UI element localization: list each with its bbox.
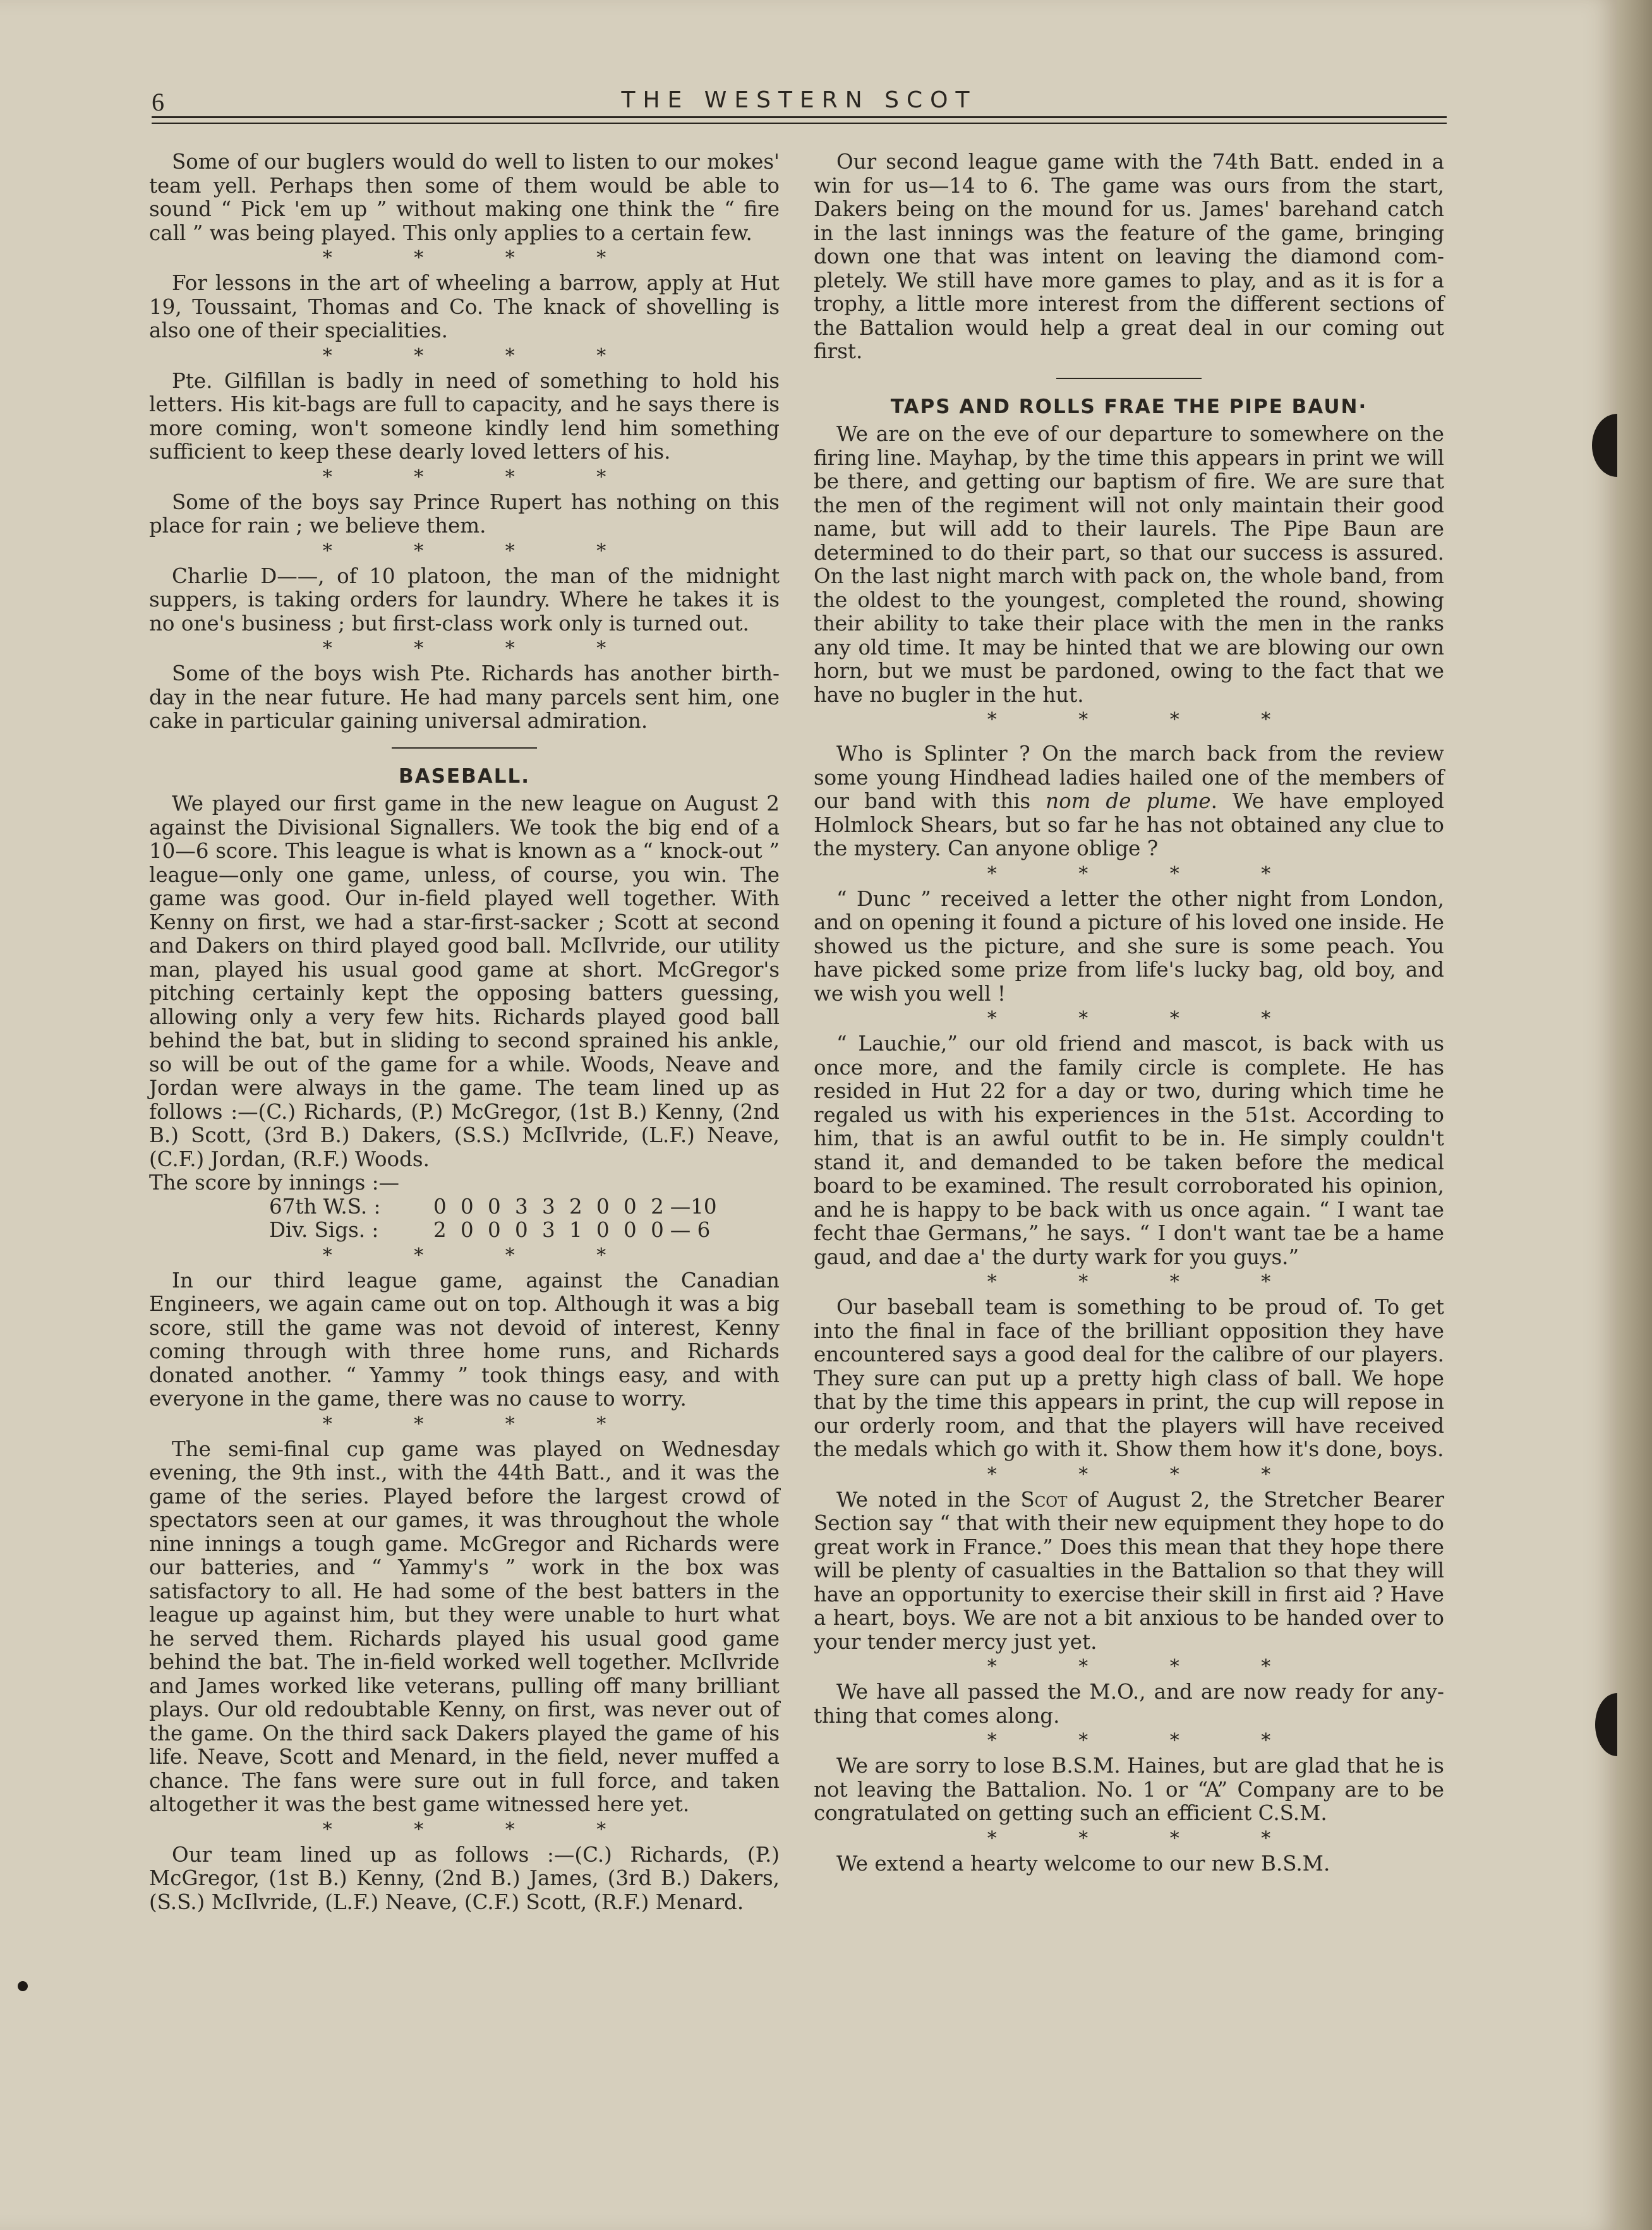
text-run: We noted in the: [836, 1487, 1021, 1512]
section-separator: * * * *: [322, 637, 644, 660]
paragraph: The semi-final cup game was played on Wednesday evening, the 9th inst., with the 44th Batt., and it was the game of the series. Played before the largest crowd of spectators seen at our games, it was throughout the whole nine innings a tough game. McGregor and Richards were our batteries, and “ Yammy's ” work in the box was satisfactory to all. He had some of the best batters in the league up against him, but they were unable to hurt what he served them. Richards played his usual good game behind the bat. The in-field worked well together. McIlvride and James worked like veterans, pulling off many brilliant plays. Our old redoubtable Kenny, on first, was never out of the game. On the third sack Dakers played the game of his life. Neave, Scott and Menard, in the field, never muffed a chance. The fans were sure out in full force, and taken altogether it was the best game witnessed here yet.: [149, 1437, 780, 1816]
ink-dot: [18, 1981, 28, 1991]
section-separator: * * * *: [322, 247, 644, 269]
paragraph: Our second league game with the 74th Batt. ended in a win for us—14 to 6. The game was ours from the start, Dakers being on the mound for us. James' barehand catch in the last innings was the feature of the game, bringing down one that was intent on leaving the diamond com-pletely. We still have more games to play, and as it is for a trophy, a little more interest from the different sections of the Battalion would help a great deal in our coming out first.: [814, 150, 1444, 363]
spacer: [814, 733, 1444, 742]
section-separator: * * * *: [987, 1730, 1309, 1752]
score-team: Div. Sigs. :: [269, 1218, 379, 1242]
paragraph: Some of our buglers would do well to listen to our mokes' team yell. Perhaps then some of them would be able to sound “ Pick 'em up ” without making one think the “ fire call ” was being played. This only applies to a certain few.: [149, 150, 780, 245]
page-number: 6: [152, 88, 164, 116]
page-header: [152, 87, 1447, 120]
paragraph: “ Dunc ” received a letter the other night from London, and on opening it found a picture of his loved one inside. He showed us the picture, and she sure is some peach. You have picked some prize from life's lucky bag, old boy, and we wish you well !: [814, 886, 1444, 1006]
section-separator: * * * *: [322, 1818, 644, 1841]
score-total: —10: [670, 1194, 717, 1219]
small-caps-phrase: Scot: [1020, 1487, 1068, 1512]
paragraph: Our baseball team is something to be proud of. To get into the final in face of the brilliant opposition they have encountered says a good deal for the calibre of our players. They sure can put up a pretty high class of ball. We hope that by the time this appears in print, the cup will repose in our orderly room, and that the players will have received the medals which go with it. Show them how it's done, boys.: [814, 1295, 1444, 1461]
paragraph: We extend a hearty welcome to our new B.S.M.: [836, 1851, 1330, 1876]
score-row: [269, 1195, 780, 1219]
paragraph: Pte. Gilfillan is badly in need of something to hold his letters. His kit-bags are full to capacity, and he says there is more coming, won't someone kindly lend him something sufficient to keep these dearly loved letters of his.: [149, 368, 780, 464]
paragraph: [814, 742, 1444, 861]
paragraph: For lessons in the art of wheeling a barrow, apply at Hut 19, Toussaint, Thomas and Co. The knack of shovelling is also one of their specialities.: [149, 271, 780, 342]
section-separator: * * * *: [322, 539, 644, 562]
section-separator: * * * *: [987, 709, 1309, 731]
paragraph: We are sorry to lose B.S.M. Haines, but are glad that he is not leaving the Battalion. No. 1 or “A” Company are to be congratulated on getting such an efficient C.S.M.: [814, 1754, 1444, 1825]
header-rule-bottom: [152, 123, 1447, 124]
paragraph: In our third league game, against the Canadian Engineers, we again came out on top. Although it was a big score, still the game was not devoid of interest, Kenny coming through with three home runs, and Richards donated another. “ Yammy ” took things easy, and with everyone in the game, there was no cause to worry.: [149, 1268, 780, 1411]
score-intro: The score by innings :—: [149, 1171, 400, 1195]
score-row: [269, 1219, 780, 1243]
baseball-heading: BASEBALL.: [398, 764, 531, 788]
section-separator: * * * *: [987, 1827, 1309, 1850]
paragraph: We are on the eve of our departure to somewhere on the firing line. Mayhap, by the time this appears in print we will be there, and getting our baptism of fire. We are sure that the men of the regiment will not only maintain their good name, but will add to their laurels. The Pipe Baun are determined to do their part, so that our success is assured. On the last night march with pack on, the whole band, from the oldest to the youngest, completed the round, showing their ability to take their place with the men in the ranks any old time. It may be hinted that we are blowing our own horn, but we must be pardoned, owing to the fact that we have no bugler in the hut.: [814, 422, 1444, 707]
paragraph: Our team lined up as follows :—(C.) Richards, (P.) McGregor, (1st B.) Kenny, (2nd B.) James, (3rd B.) Dakers, (S.S.) McIlvride, (L.F.) Neave, (C.F.) Scott, (R.F.) Menard.: [149, 1842, 780, 1914]
section-separator: * * * *: [322, 1413, 644, 1435]
page-edge: [1617, 0, 1652, 2230]
paragraph: We have all passed the M.O., and are now ready for any-thing that comes along.: [814, 1680, 1444, 1728]
paragraph: [814, 1488, 1444, 1654]
paragraph: “ Lauchie,” our old friend and mascot, is back with us once more, and the family circle is complete. He has resided in Hut 22 for a day or two, during which time he regaled us with his experiences in the 51st. According to him, that is an awful outfit to be in. He simply couldn't stand it, and demanded to be taken before the medical board to be examined. The result corroborated his opinion, and he is happy to be back with us once again. “ I want tae fecht thae Germans,” he says. “ I don't want tae be a hame gaud, and dae a' the durty wark for you guys.”: [814, 1032, 1444, 1269]
section-separator: * * * *: [322, 466, 644, 488]
score-total: — 6: [670, 1218, 711, 1242]
section-separator: * * * *: [987, 1008, 1309, 1030]
paragraph: We played our first game in the new league on August 2 against the Divisional Signallers. We took the big end of a 10—6 score. This league is what is known as a “ knock-out ” league—only one game, unless, of course, you win. The game was good. Our in-field played well together. With Kenny on first, we had a star-first-sacker ; Scott at second and Dakers on third played good ball. McIlvride, our utility man, played his usual good game at short. McGregor's pitching certainly kept the opposing batters guessing, allowing only a very few hits. Richards played good ball behind the bat, but in sliding to second sprained his ankle, so will be out of the game for a while. Woods, Neave and Jordan were always in the game. The team lined up as follows :—(C.) Richards, (P.) McGregor, (1st B.) Kenny, (2nd B.) Scott, (3rd B.) Dakers, (S.S.) McIlvride, (L.F.) Neave, (C.F.) Jordan, (R.F.) Woods.: [149, 792, 780, 1171]
score-innings: 2 0 0 0 3 1 0 0 0: [433, 1218, 668, 1242]
paragraph: Some of the boys wish Pte. Richards has another birth-day in the near future. He had many parcels sent him, one cake in particular gaining universal admiration.: [149, 661, 780, 733]
italic-phrase: nom de plume: [1046, 789, 1211, 813]
header-rule-top: [152, 116, 1447, 118]
text-run: Who is Splinter ? On the march back from the review some young Hindhead ladies hailed one of the members of our band with this: [814, 742, 1444, 813]
paragraph: Some of the boys say Prince Rupert has nothing on this place for rain ; we believe them.: [149, 490, 780, 538]
journal-title: THE WESTERN SCOT: [621, 87, 977, 113]
text-run: . We have employed Holmlock Shears, but so far he has not obtained any clue to the mystery. Can anyone oblige ?: [814, 789, 1445, 860]
text-run: of August 2, the Stretcher Bearer Section say “ that with their new equipment they hope to do great work in France.” Does this mean that they hope there will be plenty of casualties in the Battalion so that they will have an opportunity to exercise their skill in first aid ? Have a heart, boys. We are not a bit anxious to be handed over to your tender mercy just yet.: [814, 1487, 1444, 1654]
section-divider: [392, 747, 537, 749]
section-separator: * * * *: [322, 1244, 644, 1267]
left-column: [149, 150, 780, 1914]
section-separator: * * * *: [987, 1463, 1309, 1486]
score-team: 67th W.S. :: [269, 1194, 381, 1219]
section-separator: * * * *: [987, 1656, 1309, 1678]
taps-heading: TAPS AND ROLLS FRAE THE PIPE BAUN·: [890, 395, 1368, 418]
section-separator: * * * *: [987, 862, 1309, 885]
score-innings: 0 0 0 3 3 2 0 0 2: [433, 1194, 668, 1219]
section-divider: [1056, 378, 1202, 379]
right-column: [814, 150, 1444, 1876]
section-separator: * * * *: [322, 344, 644, 367]
section-separator: * * * *: [987, 1271, 1309, 1293]
paragraph: Charlie D——, of 10 platoon, the man of the midnight suppers, is taking orders for laundry. Where he takes it is no one's business ; but first-class work only is turned out.: [149, 564, 780, 636]
